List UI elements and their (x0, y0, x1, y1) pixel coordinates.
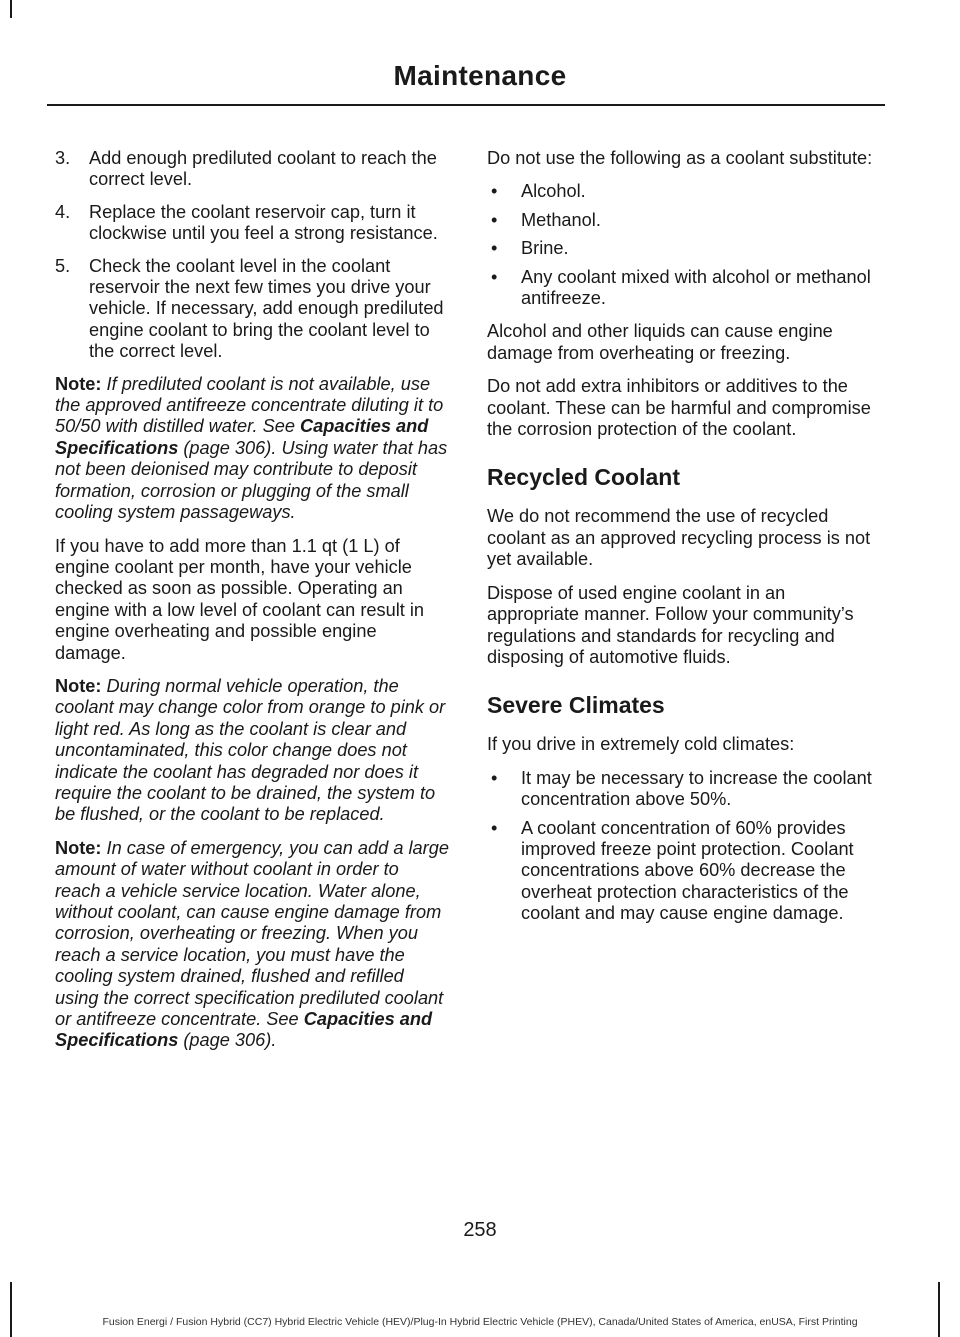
paragraph: Do not use the following as a coolant substitute: (487, 148, 873, 168)
list-item (487, 238, 881, 259)
step-item (55, 256, 449, 363)
bullet-mark: • (491, 181, 498, 202)
list-item (487, 267, 881, 310)
capacities-link[interactable]: Capacities and Specifications (55, 416, 429, 458)
bullet-mark: • (491, 817, 498, 838)
list-item-text: Brine. (521, 238, 569, 259)
step-text: Check the coolant level in the coolant reservoir the next few times you drive your vehicle. If necessary, add enough prediluted engine coolant to bring the coolant level to the correct level. (89, 255, 444, 362)
paragraph: Dispose of used engine coolant in an appropriate manner. Follow your community’s regulations and standards for recycling and disposing of automotive fluids. (487, 582, 854, 667)
capacities-link[interactable]: Capacities and Specifications (55, 1009, 433, 1051)
step-number: 4. (55, 201, 71, 222)
step-item (55, 202, 449, 245)
header-divider (47, 104, 885, 106)
paragraph: Alcohol and other liquids can cause engine damage from overheating or freezing. (487, 321, 833, 363)
list-item-text: A coolant concentration of 60% provides improved freeze point protection. Coolant concentrations above 60% decrease the overheat protection characteristics of the coolant and may cause engine damage. (521, 817, 854, 924)
paragraph: If you drive in extremely cold climates: (487, 734, 795, 755)
paragraph: Do not add extra inhibitors or additives to the coolant. These can be harmful and compromise the corrosion protection of the coolant. (487, 376, 871, 440)
note-text: (page 306). (178, 1030, 277, 1051)
bullet-mark: • (491, 266, 498, 287)
bullet-mark: • (491, 209, 498, 230)
note-text: During normal vehicle operation, the coolant may change color from orange to pink or light red. As long as the coolant is clear and uncontaminated, this color change does not indicate the coolant has degraded nor does it require the coolant to be drained, the system to be flushed, or the coolant to be replaced. (55, 675, 446, 825)
note-prediluted (55, 374, 449, 524)
page-title: Maintenance (393, 60, 567, 91)
note-text: If prediluted coolant is not available, use the approved antifreeze concentrate diluting it to 50/50 with distilled water. See (55, 373, 444, 437)
paragraph: We do not recommend the use of recycled coolant as an approved recycling process is not yet available. (487, 506, 871, 570)
note-text: In case of emergency, you can add a large amount of water without coolant in order to reach a vehicle service location. Water alone, without coolant, can cause engine damage from corrosion, overheating or freezing. When you reach a service location, you must have the cooling system drained, flushed and refilled using the correct specification prediluted coolant or antifreeze concentrate. See (55, 837, 449, 1030)
list-item (487, 210, 881, 231)
crop-mark (10, 1282, 12, 1337)
list-item-text: Methanol. (521, 209, 601, 230)
step-text: Replace the coolant reservoir cap, turn it clockwise until you feel a strong resistance. (89, 201, 438, 244)
paragraph: If you have to add more than 1.1 qt (1 L) of engine coolant per month, have your vehicle checked as soon as possible. Operating an engine with a low level of coolant can result in engine overheating and possible engine damage. (55, 535, 425, 663)
note-label: Note: (55, 373, 102, 394)
footer-text: Fusion Energi / Fusion Hybrid (CC7) Hybrid Electric Vehicle (HEV)/Plug-In Hybrid Electric Vehicle (PHEV), Canada/United States of America, enUSA, First Printing (102, 1316, 858, 1328)
note-text: (page 306). Using water that has not been deionised may contribute to deposit formation, corrosion or plugging of the small cooling system passageways. (55, 437, 448, 523)
list-item (487, 768, 881, 811)
list-item (487, 181, 881, 202)
bullet-mark: • (491, 767, 498, 788)
step-item (55, 148, 449, 191)
left-column (55, 148, 449, 1064)
step-number: 3. (55, 148, 71, 168)
list-item-text: Any coolant mixed with alcohol or methanol antifreeze. (521, 266, 871, 309)
note-emergency (55, 838, 449, 1052)
list-item-text: It may be necessary to increase the coolant concentration above 50%. (521, 767, 872, 810)
note-color-change (55, 676, 449, 826)
list-item (487, 818, 881, 925)
list-item-text: Alcohol. (521, 181, 586, 202)
heading-severe-climates: Severe Climates (487, 692, 665, 719)
page-number: 258 (463, 1219, 497, 1241)
crop-mark (10, 0, 12, 18)
right-column (487, 148, 881, 932)
crop-mark (938, 1282, 940, 1337)
heading-recycled-coolant: Recycled Coolant (487, 464, 680, 491)
step-text: Add enough prediluted coolant to reach the correct level. (89, 148, 437, 190)
bullet-mark: • (491, 238, 498, 259)
step-number: 5. (55, 255, 71, 276)
note-label: Note: (55, 675, 102, 696)
note-label: Note: (55, 837, 102, 858)
